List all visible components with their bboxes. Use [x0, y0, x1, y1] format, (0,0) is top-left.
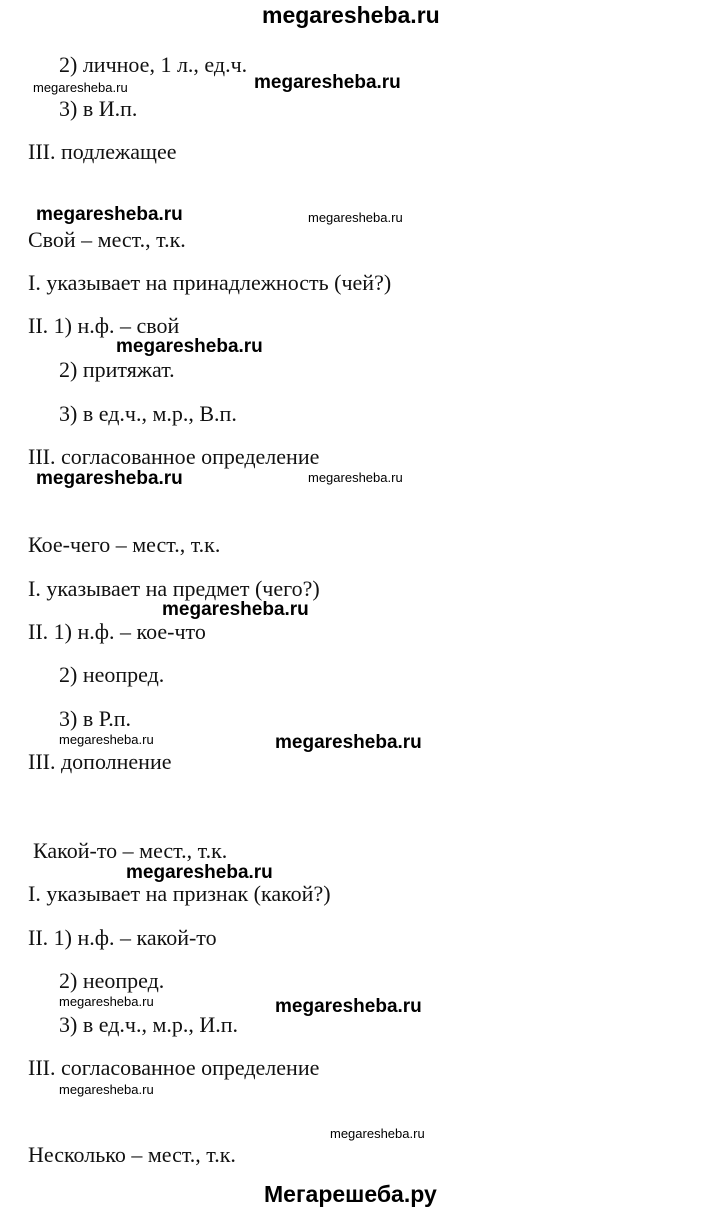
text-line: 3) в ед.ч., м.р., И.п. — [59, 1012, 239, 1037]
text-line: III. дополнение — [28, 749, 172, 774]
text-line: III. согласованное определение — [28, 444, 320, 469]
watermark: megaresheba.ru — [116, 336, 263, 357]
text-line: 2) неопред. — [59, 662, 165, 687]
watermark: megaresheba.ru — [308, 210, 403, 225]
header-watermark: megaresheba.ru — [262, 2, 440, 28]
text-line: II. 1) н.ф. – кое-что — [28, 619, 206, 644]
watermark: megaresheba.ru — [308, 470, 403, 485]
text-line: 3) в ед.ч., м.р., В.п. — [59, 401, 237, 426]
watermark: megaresheba.ru — [162, 599, 309, 620]
text-line: 2) неопред. — [59, 968, 165, 993]
text-line: 3) в И.п. — [59, 96, 138, 121]
text-line: I. указывает на признак (какой?) — [28, 881, 331, 906]
text-line: I. указывает на принадлежность (чей?) — [28, 270, 392, 295]
text-line: III. согласованное определение — [28, 1055, 320, 1080]
watermark: megaresheba.ru — [275, 996, 422, 1017]
text-line: Кое-чего – мест., т.к. — [28, 532, 221, 557]
text-line: II. 1) н.ф. – какой-то — [28, 925, 217, 950]
text-line: 2) притяжат. — [59, 357, 175, 382]
watermark: megaresheba.ru — [59, 1082, 154, 1097]
watermark: megaresheba.ru — [59, 732, 154, 747]
watermark: megaresheba.ru — [59, 994, 154, 1009]
text-line: III. подлежащее — [28, 139, 177, 164]
watermark: megaresheba.ru — [254, 72, 401, 93]
watermark: megaresheba.ru — [126, 862, 273, 883]
watermark: megaresheba.ru — [36, 468, 183, 489]
text-line: Свой – мест., т.к. — [28, 227, 186, 252]
text-line: I. указывает на предмет (чего?) — [28, 576, 320, 601]
watermark: megaresheba.ru — [275, 732, 422, 753]
watermark: megaresheba.ru — [33, 80, 128, 95]
text-line: II. 1) н.ф. – свой — [28, 313, 180, 338]
text-line: 3) в Р.п. — [59, 706, 131, 731]
text-line: Какой-то – мест., т.к. — [33, 838, 228, 863]
footer-watermark: Мегарешеба.ру — [264, 1181, 437, 1207]
text-line: Несколько – мест., т.к. — [28, 1142, 236, 1167]
watermark: megaresheba.ru — [330, 1126, 425, 1141]
text-line: 2) личное, 1 л., ед.ч. — [59, 52, 248, 77]
watermark: megaresheba.ru — [36, 204, 183, 225]
